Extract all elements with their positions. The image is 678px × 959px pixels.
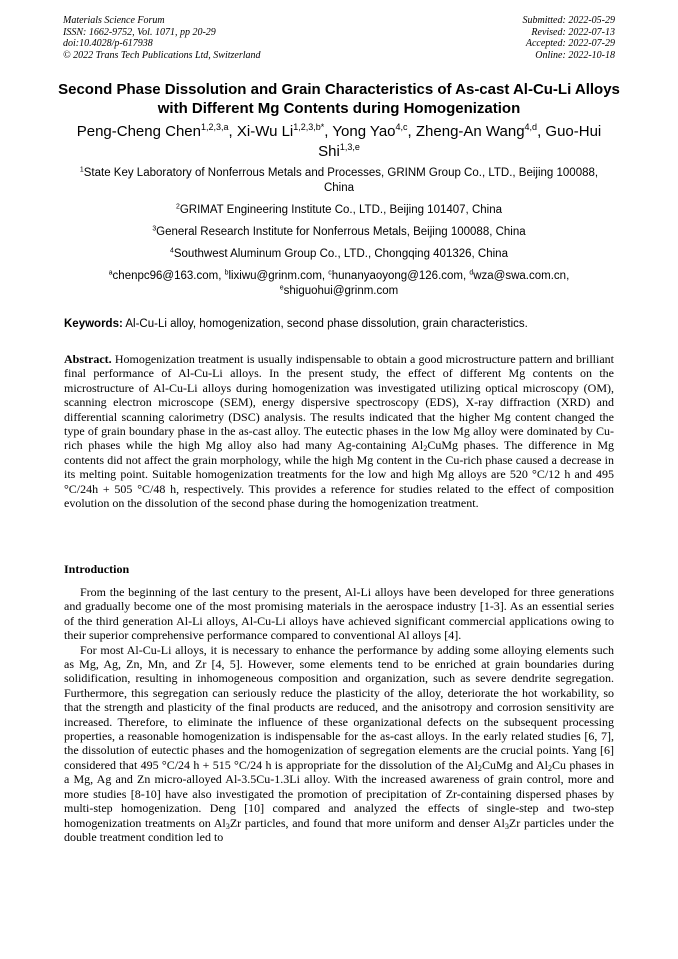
copyright-line: © 2022 Trans Tech Publications Ltd, Switzerland (63, 49, 261, 61)
introduction-body (64, 585, 614, 844)
affiliation (70, 203, 608, 218)
affiliation-text: Southwest Aluminum Group Co., LTD., Chongqing 401326, China (173, 248, 508, 260)
author-sep: , (407, 123, 416, 140)
author-name: Guo-Hui Shi (318, 123, 602, 160)
author-sep: , (228, 123, 237, 140)
issn-line: ISSN: 1662-9752, Vol. 1071, pp 20-29 (63, 26, 216, 38)
submitted-date: Submitted: 2022-05-29 (522, 15, 615, 26)
author-sup: 4,d (524, 122, 538, 133)
email-link[interactable]: shiguohui@grinm.com (283, 285, 399, 297)
author-list (60, 122, 618, 161)
intro-text: Zr particles under the double treatment condition led to (64, 815, 614, 844)
intro-paragraph-2 (64, 643, 614, 845)
affiliation-number: 4 (170, 247, 174, 255)
author-name: Zheng-An Wang (415, 123, 525, 140)
subscript: 3 (225, 821, 230, 831)
author (332, 123, 416, 140)
dates-info (523, 15, 616, 61)
email-sup: e (279, 284, 284, 292)
author-sup: 4,c (395, 122, 408, 133)
intro-text: For most Al-Cu-Li alloys, it is necessary to enhance the performance by adding some alloying elements such as Mg, Ag, Zn, Mn, and Zr [4, 5]. However, some elements tend to be enriched at grain boundaries during solidification, resulting in inhomogeneous composition and organization, such as severe dendrite segregation. Furthermore, this segregation can seriously reduce the plasticity of the alloy, deteriorate the hot workability, so that the strength and plasticity of the final products are reduced, and the anisotropy and corrosion sensitivity are increased. Therefore, to eliminate the influence of these organizational defects on the subsequent processing properties, a reasonable homogenization is indispensable for the as-cast alloys. In the early related studies [6, 7], the dissolution of eutectic phases and the homogenization of segregation elements are the crucial points. Yang [6] considered that 495 °C/24 h + 515 °C/24 h is appropriate for the dissolution of the Al (64, 642, 614, 772)
subscript: 3 (504, 821, 509, 831)
email-sup: d (469, 269, 474, 277)
affiliation-text: State Key Laboratory of Nonferrous Metals and Processes, GRINM Group Co., LTD., Beijing 100088, China (83, 167, 599, 194)
email-link[interactable]: chenpc96@163.com, (112, 270, 225, 282)
abstract-label: Abstract. (64, 352, 112, 366)
affiliation-number: 1 (79, 166, 84, 174)
email-link[interactable]: wza@swa.com.cn, (473, 270, 570, 282)
subscript: 2 (547, 763, 553, 773)
author-name: Peng-Cheng Chen (76, 123, 201, 140)
author-sep: , (324, 123, 333, 140)
subscript: 2 (423, 444, 428, 454)
affiliation (70, 225, 608, 240)
author-sup: 1,2,3,b* (293, 122, 325, 133)
introduction-heading: Introduction (64, 562, 130, 576)
email-list (70, 269, 608, 299)
subscript: 2 (477, 763, 482, 773)
keywords-label: Keywords: (64, 318, 123, 330)
keywords (64, 317, 614, 332)
intro-text: Zr particles, and found that more uniform and denser Al (229, 815, 505, 830)
affiliation-text: GRIMAT Engineering Institute Co., LTD., Beijing 101407, China (179, 204, 502, 216)
abstract-text: Homogenization treatment is usually indispensable to obtain a good microstructure pattern and brilliant final performance of Al-Cu-Li alloys. In the present study, the effect of different Mg contents on the microstructure of Al-Cu-Li alloys during homogenization was investigated utilizing optical microscopy (OM), scanning electron microscope (SEM), energy dispersive spectroscopy (EDS), X-ray diffraction (XRD) and differential scanning calorimetry (DSC) analysis. The results indicated that the higher Mg content changed the type of grain boundary phase in the as-cast alloy. The eutectic phases in the low Mg alloy were dominated by Cu-rich phases while the high Mg alloy also had many Ag-containing Al (64, 352, 614, 453)
affiliation (70, 166, 608, 196)
email-sup: b (224, 269, 229, 277)
author (416, 123, 546, 140)
paper-title: Second Phase Dissolution and Grain Characteristics of As-cast Al-Cu-Li Alloys with Different Mg Contents during Homogenization (58, 81, 620, 117)
author-sep: , (537, 123, 546, 140)
email-sup: a (108, 269, 113, 277)
abstract-paragraph (64, 352, 614, 510)
journal-info (63, 15, 261, 61)
abstract (64, 352, 614, 510)
author (77, 123, 237, 140)
accepted-date: Accepted: 2022-07-29 (525, 38, 615, 49)
affiliation (70, 247, 608, 262)
online-date: Online: 2022-10-18 (535, 49, 615, 61)
author-name: Xi-Wu Li (236, 123, 294, 140)
author-sup: 1,3,e (339, 141, 360, 152)
journal-name: Materials Science Forum (63, 15, 165, 26)
author-sup: 1,2,3,a (200, 122, 229, 133)
affiliation-number: 3 (152, 225, 157, 233)
email-link[interactable]: lixiwu@grinm.com, (228, 270, 329, 282)
affiliation-number: 2 (175, 203, 180, 211)
revised-date: Revised: 2022-07-13 (531, 26, 615, 38)
affiliations (70, 166, 608, 306)
email-link[interactable]: hunanyaoyong@126.com, (331, 270, 470, 282)
email-sup: c (328, 269, 332, 277)
affiliation-text: General Research Institute for Nonferrous Metals, Beijing 100088, China (156, 226, 526, 238)
abstract-text: CuMg phases. The difference in Mg contents did not affect the grain morphology, while the high Mg content in the Cu-rich phase caused a decrease in its melting point. Suitable homogenization treatments for the low and high Mg alloys are 520 °C/12 h and 495 °C/24h + 505 °C/48 h, respectively. This provides a reference for studies related to the effect of composition evolution on the dissolution of the second phase during the homogenization treatment. (64, 438, 614, 511)
author (237, 123, 333, 140)
doi-line[interactable]: doi:10.4028/p-617938 (63, 38, 153, 49)
intro-text: Cu phases in a Mg, Ag and Zn micro-alloyed Al-3.5Cu-1.3Li alloy. With the increased awareness of grain control, more and more studies [8-10] have also investigated the promotion of precipitation of Zr-containing dispersed phases by multi-step homogenization. Deng [10] compared and analyzed the effects of single-step and two-step homogenization treatments on Al (64, 757, 614, 830)
intro-paragraph-1: From the beginning of the last century to the present, Al-Li alloys have been developed for three generations and gradually become one of the most promising materials in the aerospace industry [1-3]. As an essential series of the third generation Al-Li alloys, Al-Cu-Li alloys have achieved significant commercial applications owing to their superior comprehensive performance compared to conventional Al alloys [4]. (64, 585, 614, 643)
author-name: Yong Yao (332, 123, 396, 140)
intro-text: CuMg and Al (482, 757, 548, 772)
keywords-text: Al-Cu-Li alloy, homogenization, second phase dissolution, grain characteristics. (122, 318, 528, 330)
